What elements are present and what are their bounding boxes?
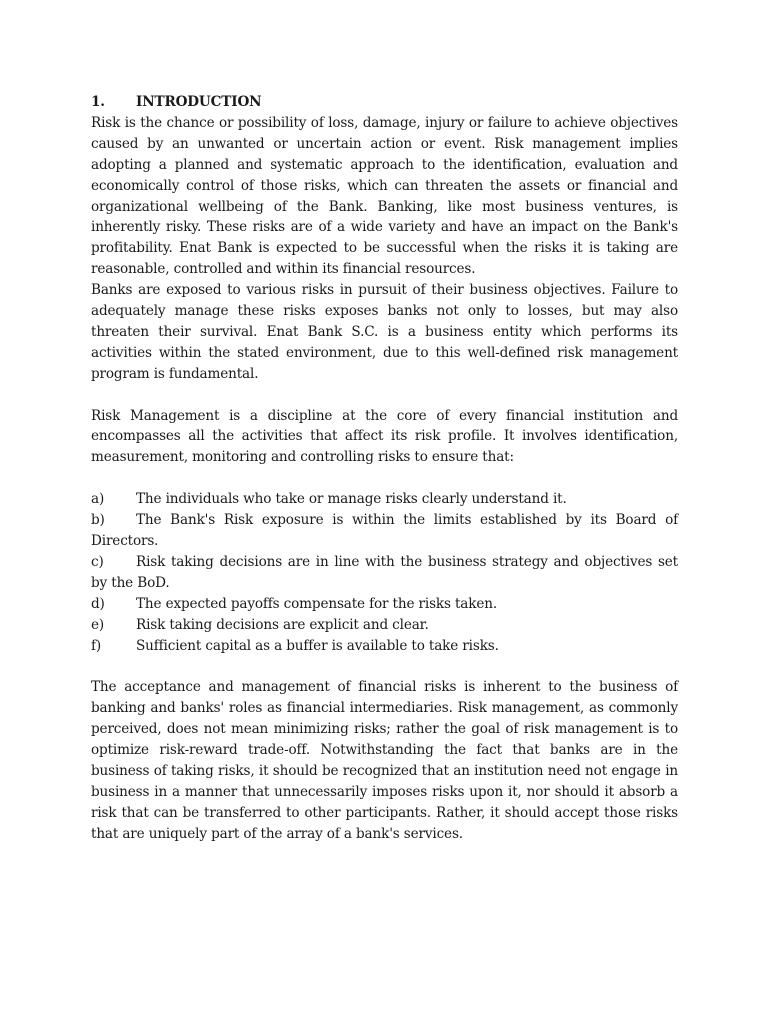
list-item-text: Risk taking decisions are in line with the business strategy and objectives set by the BoD. bbox=[91, 553, 678, 591]
list-item bbox=[91, 489, 678, 510]
list-item-text: The individuals who take or manage risks clearly understand it. bbox=[136, 491, 567, 508]
section-heading bbox=[91, 92, 678, 113]
list-item-text: The expected payoffs compensate for the risks taken. bbox=[136, 595, 498, 612]
list-item bbox=[91, 510, 678, 552]
paragraph-risk-definition: Risk is the chance or possibility of loss, damage, injury or failure to achieve objectives caused by an unwanted or uncertain action or event. Risk management implies adopting a planned and systematic approach to the identification, evaluation and economically control of those risks, which can threaten the assets or financial and organizational wellbeing of the Bank. Banking, like most business ventures, is inherently risky. These risks are of a wide variety and have an impact on the Bank's profitability. Enat Bank is expected to be successful when the risks it is taking are reasonable, controlled and within its financial resources. bbox=[91, 114, 678, 278]
paragraph-acceptance-of-risk: The acceptance and management of financial risks is inherent to the business of banking and banks' roles as financial intermediaries. Risk management, as commonly perceived, does not mean minimizing risks; rather the goal of risk management is to optimize risk-reward trade-off. Notwithstanding the fact that banks are in the business of taking risks, it should be recognized that an institution need not engage in business in a manner that unnecessarily imposes risks upon it, nor should it absorb a risk that can be transferred to other participants. Rather, it should accept those risks that are uniquely part of the array of a bank's services. bbox=[91, 679, 678, 842]
list-item bbox=[91, 552, 678, 594]
objectives-list bbox=[91, 489, 678, 656]
paragraph-risk-management-discipline: Risk Management is a discipline at the core of every financial institution and encompasses all the activities that affect its risk profile. It involves identification, measurement, monitoring and controlling risks to ensure that: bbox=[91, 407, 678, 466]
list-item bbox=[91, 615, 678, 636]
list-item-label: d) bbox=[91, 595, 105, 612]
spacer bbox=[91, 468, 678, 489]
list-item-text: Sufficient capital as a buffer is available to take risks. bbox=[136, 637, 499, 654]
document-page bbox=[91, 92, 678, 845]
list-item-text: Risk taking decisions are explicit and clear. bbox=[136, 616, 429, 633]
list-item bbox=[91, 636, 678, 657]
section-number: 1. bbox=[91, 94, 105, 110]
spacer bbox=[91, 385, 678, 406]
list-item bbox=[91, 594, 678, 615]
list-item-label: f) bbox=[91, 637, 102, 654]
list-item-text: The Bank's Risk exposure is within the limits established by its Board of Directors. bbox=[91, 512, 678, 549]
list-item-label: a) bbox=[91, 491, 105, 508]
paragraph-banks-exposed: Banks are exposed to various risks in pursuit of their business objectives. Failure to adequately manage these risks exposes banks not only to losses, but may also threaten their survival. Enat Bank S.C. is a business entity which performs its activities within the stated environment, due to this well-defined risk management program is fundamental. bbox=[91, 282, 678, 382]
list-item-label: c) bbox=[91, 553, 104, 570]
spacer bbox=[91, 656, 678, 677]
section-title: INTRODUCTION bbox=[136, 94, 262, 110]
list-item-label: b) bbox=[91, 512, 105, 529]
list-item-label: e) bbox=[91, 616, 105, 633]
